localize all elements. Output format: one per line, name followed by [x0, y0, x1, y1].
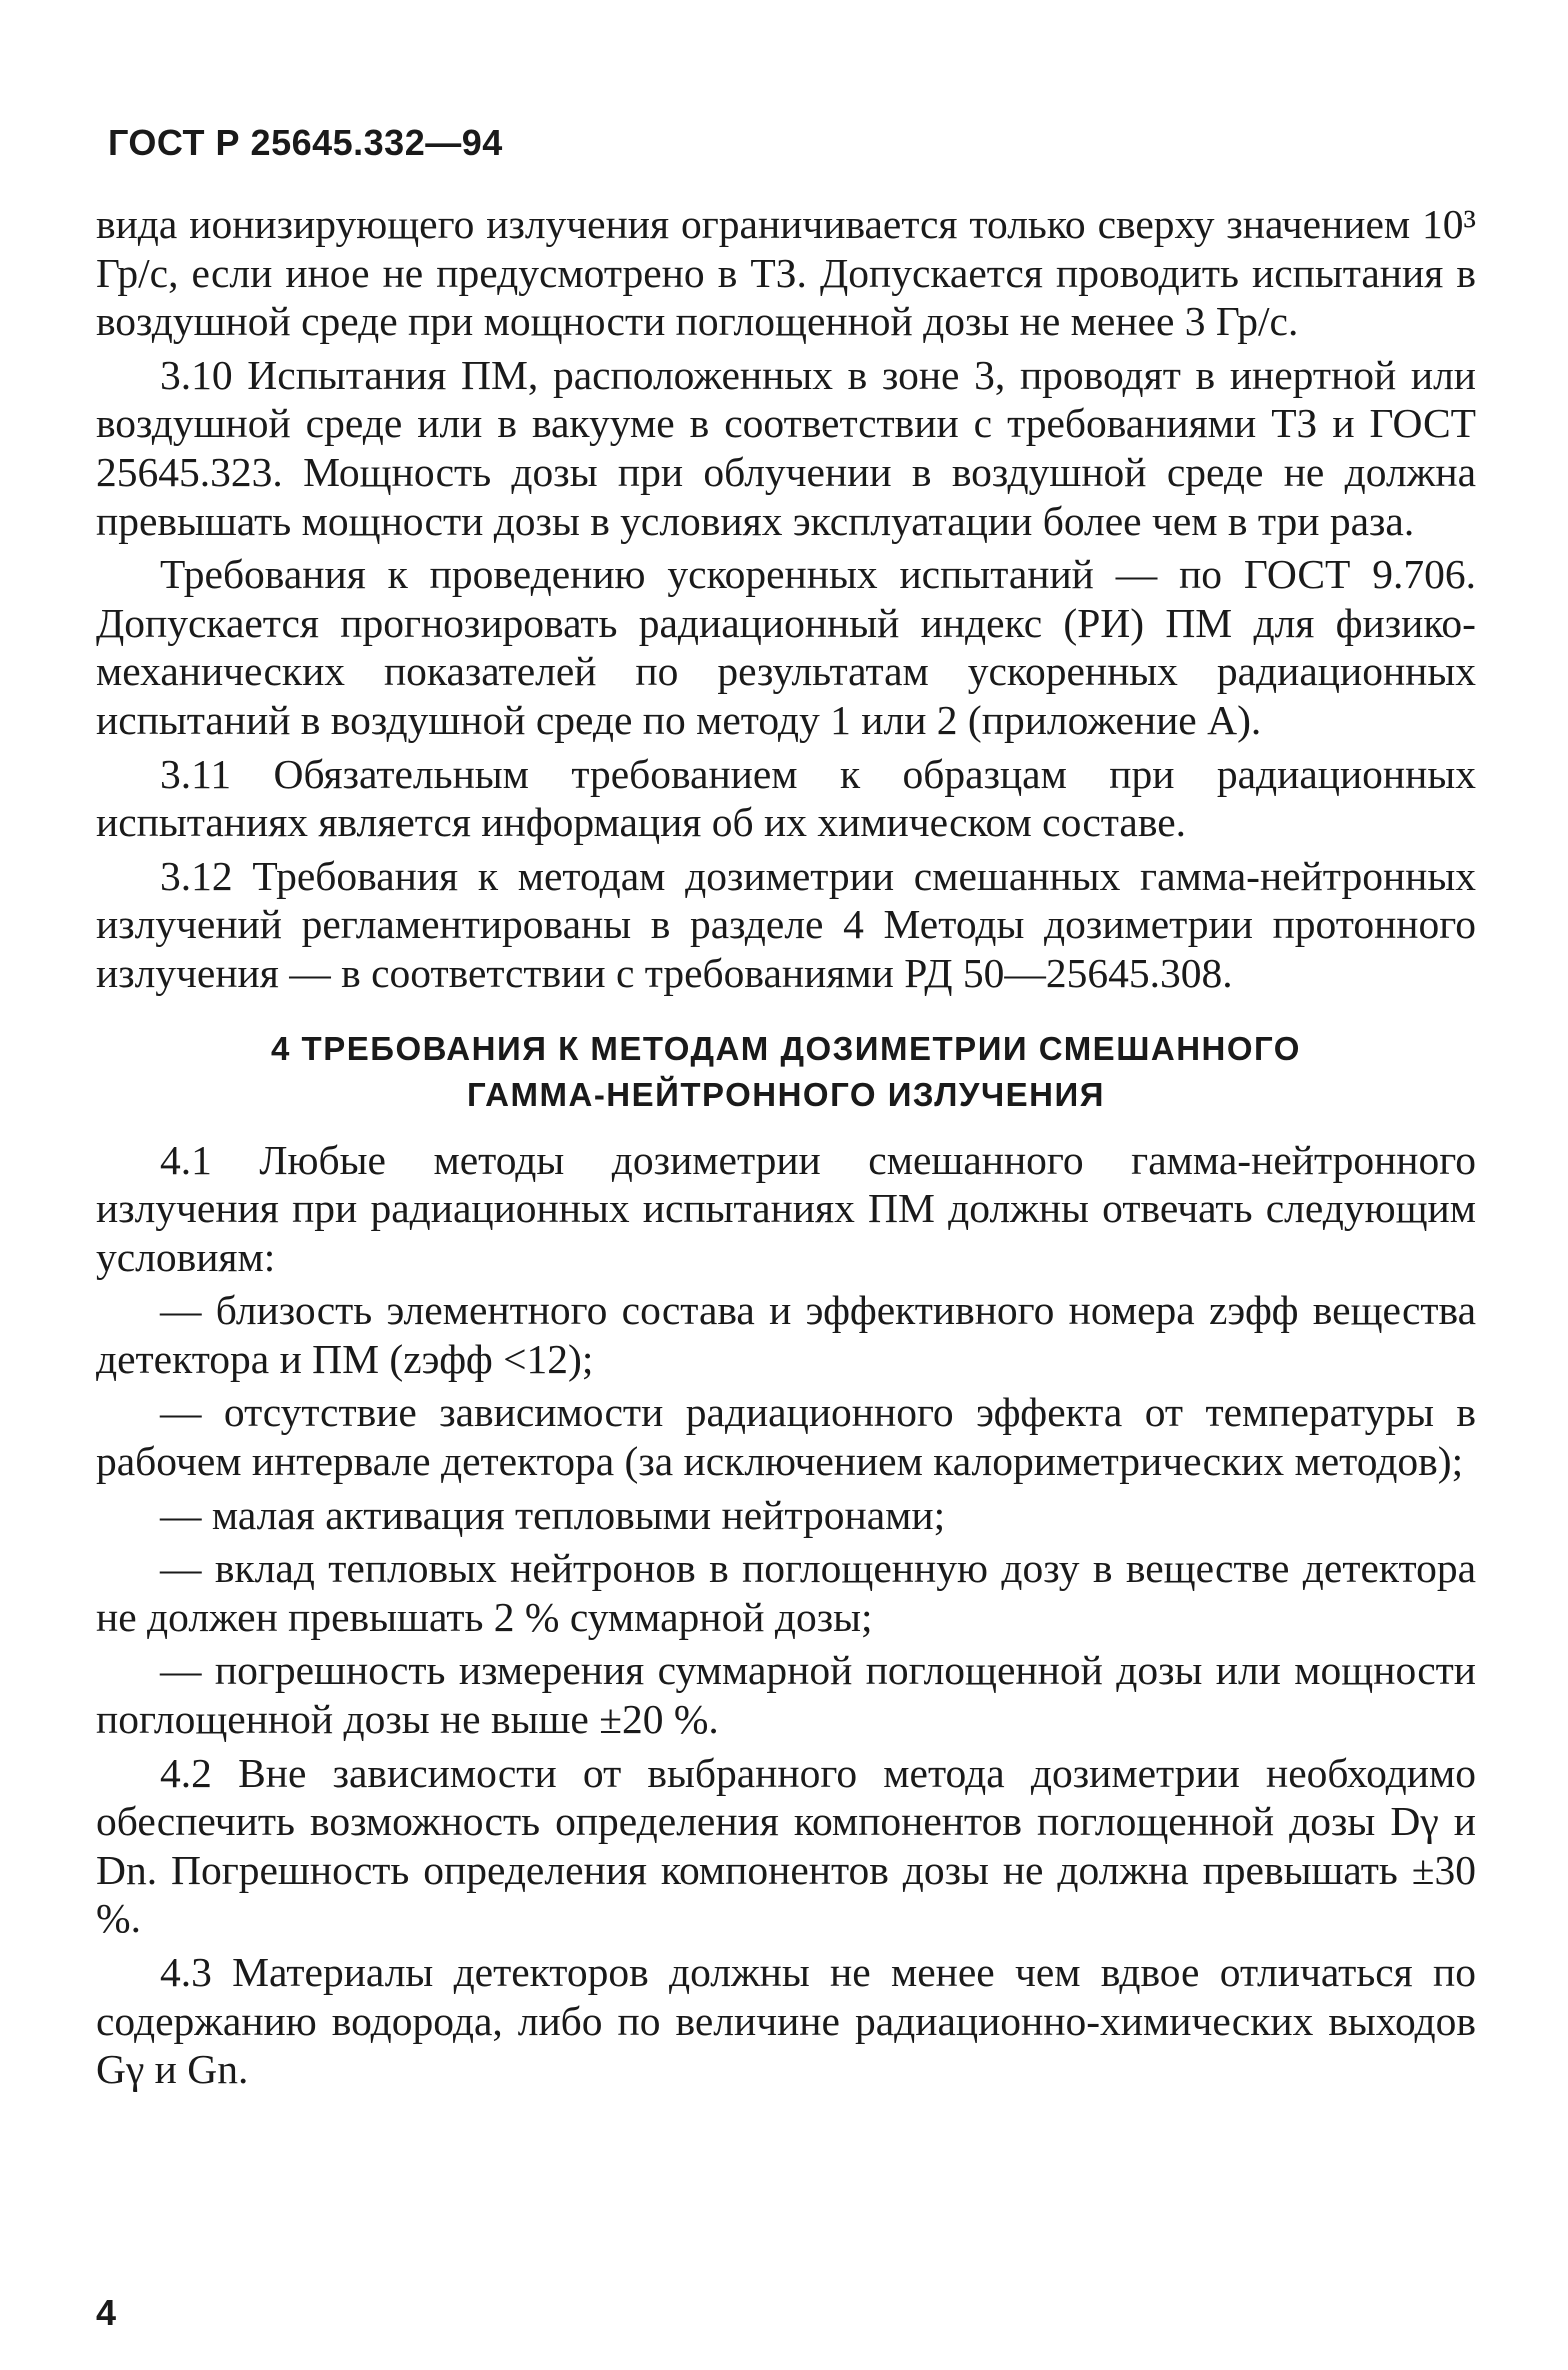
paragraph-accelerated-tests: Требования к проведению ускоренных испытаний — по ГОСТ 9.706. Допускается прогнозировать радиационный индекс (РИ) ПМ для физико-механических показателей по результатам ускоренных радиационных испытаний в воздушной среде по методу 1 или 2 (приложение А).	[96, 551, 1476, 743]
paragraph-3-10: 3.10 Испытания ПМ, расположенных в зоне 3, проводят в инертной или воздушной среде или в вакууме в соответствии с требованиями ТЗ и ГОСТ 25645.323. Мощность дозы при облучении в воздушной среде не должна превышать мощности дозы в условиях эксплуатации более чем в три раза.	[96, 351, 1476, 544]
document-body	[96, 200, 1476, 2099]
paragraph-4-2: 4.2 Вне зависимости от выбранного метода дозиметрии необходимо обеспечить возможность определения компонентов поглощенной дозы Dγ и Dn. Погрешность определения компонентов дозы не должна превышать ±30 %.	[96, 1749, 1476, 1942]
paragraph-3-12: 3.12 Требования к методам дозиметрии смешанных гамма-нейтронных излучений регламентированы в разделе 4 Методы дозиметрии протонного излучения — в соответствии с требованиями РД 50—25645.308.	[96, 852, 1476, 996]
list-item-measurement-error: — погрешность измерения суммарной поглощенной дозы или мощности поглощенной дозы не выше ±20 %.	[96, 1647, 1476, 1743]
section-4-heading	[96, 1026, 1476, 1118]
section-4-heading-line1: 4 ТРЕБОВАНИЯ К МЕТОДАМ ДОЗИМЕТРИИ СМЕШАННОГО	[271, 1029, 1301, 1067]
list-item-thermal-neutron-contribution: — вклад тепловых нейтронов в поглощенную дозу в веществе детектора не должен превышать 2 % суммарной дозы;	[96, 1545, 1476, 1640]
list-item-low-activation: — малая активация тепловыми нейтронами;	[160, 1491, 946, 1538]
list-item-elemental-composition: — близость элементного состава и эффективного номера zэфф вещества детектора и ПМ (zэфф <12);	[96, 1287, 1476, 1382]
paragraph-3-11: 3.11 Обязательным требованием к образцам при радиационных испытаниях является информация об их химическом составе.	[96, 750, 1476, 846]
document-header: ГОСТ Р 25645.332—94	[108, 122, 503, 163]
paragraph-continuation: вида ионизирующего излучения ограничивается только сверху значением 10³ Гр/с, если иное не предусмотрено в ТЗ. Допускается проводить испытания в воздушной среде при мощности поглощенной дозы не менее 3 Гр/с.	[96, 201, 1476, 345]
paragraph-4-3: 4.3 Материалы детекторов должны не менее чем вдвое отличаться по содержанию водорода, либо по величине радиационно-химических выходов Gγ и Gn.	[96, 1949, 1476, 2093]
list-item-temperature-independence: — отсутствие зависимости радиационного эффекта от температуры в рабочем интервале детектора (за исключением калориметрических методов);	[96, 1389, 1476, 1485]
section-4-heading-line2: ГАММА-НЕЙТРОННОГО ИЗЛУЧЕНИЯ	[467, 1075, 1105, 1113]
paragraph-4-1: 4.1 Любые методы дозиметрии смешанного гамма-нейтронного излучения при радиационных испытаниях ПМ должны отвечать следующим условиям:	[96, 1136, 1476, 1280]
page-number: 4	[96, 2292, 117, 2333]
